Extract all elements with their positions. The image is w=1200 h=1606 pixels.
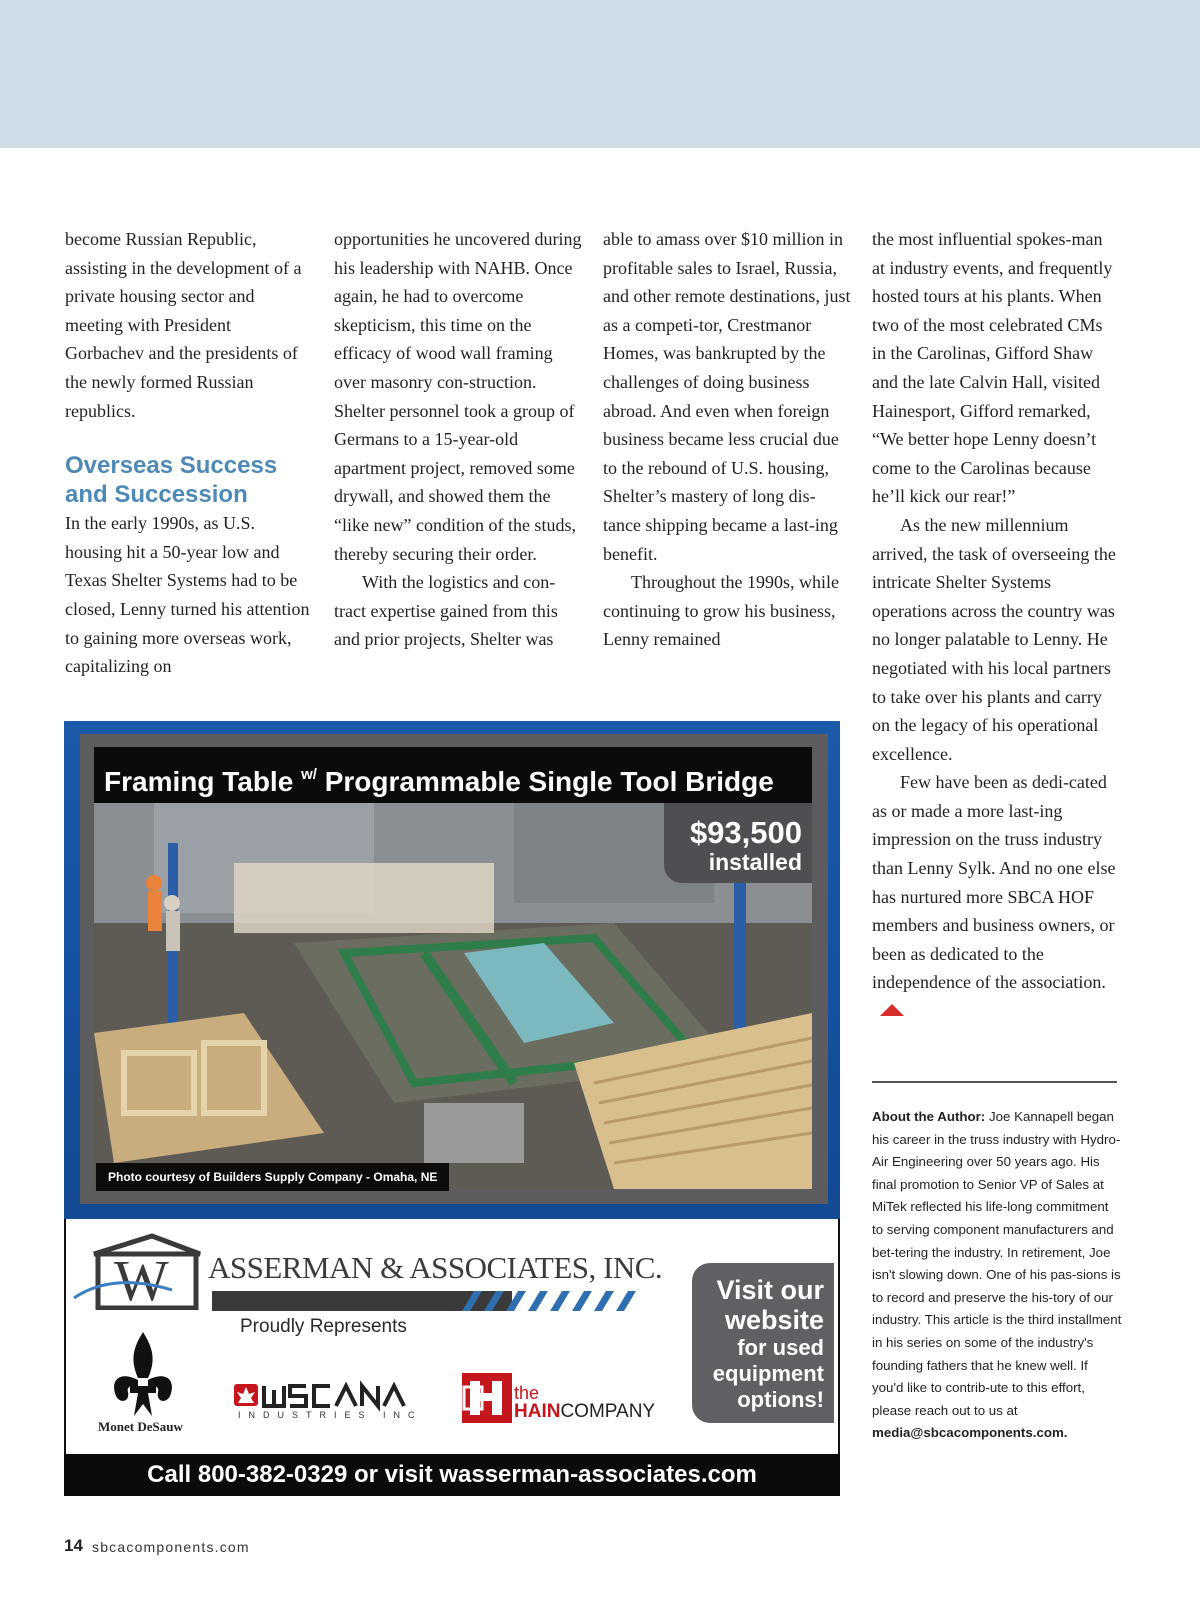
price-badge bbox=[664, 803, 812, 883]
hain-name: HAINCOMPANY bbox=[514, 1401, 656, 1422]
author-bio-label: About the Author: bbox=[872, 1109, 986, 1124]
article-column-3 bbox=[603, 225, 851, 654]
author-bio bbox=[872, 1106, 1122, 1445]
proudly-represents: Proudly Represents bbox=[240, 1316, 407, 1337]
fleur-de-lis-logo bbox=[108, 1330, 178, 1422]
page-number: 14 bbox=[64, 1536, 83, 1555]
svg-text:W: W bbox=[114, 1248, 169, 1310]
author-bio-text: Joe Kannapell began his career in the truss industry with Hydro-Air Engineering over 50 years ago. His final promotion to Senior VP of Sales at MiTek reflected his life-long commitment to serving component manufacturers and bet-tering the industry. In retirement, Joe isn't slowing down. One of his pas-sions is to record and preserve the his-tory of our industry. This article is the third installment in his series on some of the industry's founding fathers that he knew well. If you'd like to contrib-ute to this effort, please reach out to us at bbox=[872, 1109, 1122, 1418]
ad-title: Framing Table $^{w/}$ Programmable Single Tool Bridge bbox=[94, 747, 812, 803]
site-url[interactable]: sbcacomponents.com bbox=[92, 1539, 250, 1555]
body-paragraph: able to amass over $10 million in profitable sales to Israel, Russia, and other remote destinations, just as a competi-tor, Crestmanor Homes, was bankrupted by the challenges of doing business abroad. And even when foreign business became less crucial due to the rebound of U.S. housing, Shelter’s mastery of long dis-tance shipping became a last-ing benefit. bbox=[603, 229, 851, 564]
body-paragraph: As the new millennium arrived, the task of overseeing the intricate Shelter Systems operations across the country was no longer palatable to Lenny. He negotiated with his local partners to take over his plants and carry on the legacy of his operational excellence. bbox=[872, 514, 1116, 764]
visit-website-badge[interactable]: Visit our website for used equipment options! bbox=[692, 1263, 834, 1423]
section-heading: Overseas Success and Succession bbox=[65, 452, 278, 509]
company-stripe bbox=[212, 1291, 644, 1311]
body-paragraph: opportunities he uncovered during his leadership with NAHB. Once again, he had to overcome skepticism, this time on the efficacy of wood wall framing over masonry con-struction. Shelter personnel took a group of Germans to a 15-year-old apartment project, removed some drywall, and showed them the “like new” condition of the studs, thereby securing their order. bbox=[334, 229, 582, 564]
header-band bbox=[0, 0, 1200, 148]
article-column-4 bbox=[872, 225, 1117, 1026]
ad-contact-bar[interactable]: Call 800-382-0329 or visit wasserman-associates.com bbox=[64, 1454, 840, 1496]
divider bbox=[872, 1081, 1117, 1083]
hain-the: the bbox=[514, 1383, 540, 1403]
hain-company-logo bbox=[462, 1373, 512, 1423]
article-column-1 bbox=[65, 225, 313, 681]
body-paragraph: become Russian Republic, assisting in the development of a private housing sector and meeting with President Gorbachev and the presidents of the newly formed Russian republics. bbox=[65, 229, 302, 421]
monet-desauw-name: Monet DeSauw bbox=[98, 1419, 183, 1434]
closing-text: Few have been as dedi-cated as or made a more last-ing impression on the truss industry than Lenny Sylk. And no one else has nurtured more SBCA HOF members and business owners, or been as dedicated to the independence of the association. bbox=[872, 772, 1116, 993]
body-paragraph: In the early 1990s, as U.S. housing hit a 50-year low and Texas Shelter Systems had to be closed, Lenny turned his attention to gaining more overseas work, capitalizing on bbox=[65, 513, 310, 677]
article-column-2 bbox=[334, 225, 582, 654]
price-subtitle: installed bbox=[708, 849, 802, 875]
body-paragraph bbox=[872, 768, 1117, 1025]
price-value: $93,500 bbox=[689, 815, 802, 850]
body-paragraph: Throughout the 1990s, while continuing to grow his business, Lenny remained bbox=[603, 572, 839, 650]
company-name: ASSERMAN & ASSOCIATES, INC. bbox=[208, 1250, 663, 1285]
photo-caption: Photo courtesy of Builders Supply Company - Omaha, NE bbox=[96, 1163, 449, 1191]
escana-subtitle: INDUSTRIES INC bbox=[238, 1410, 423, 1420]
wasserman-w-logo bbox=[72, 1232, 212, 1310]
body-paragraph: With the logistics and con-tract expertise gained from this and prior projects, Shelter was bbox=[334, 572, 558, 650]
body-paragraph: the most influential spokes-man at industry events, and frequently hosted tours at his plants. When two of the most celebrated CMs in the Carolinas, Gifford Shaw and the late Calvin Hall, visited Hainesport, Gifford remarked, “We better hope Lenny doesn’t come to the Carolinas because he’ll kick our rear!” bbox=[872, 229, 1113, 507]
end-triangle-icon bbox=[880, 1004, 904, 1016]
author-email-link[interactable]: media@sbcacomponents.com. bbox=[872, 1425, 1068, 1441]
